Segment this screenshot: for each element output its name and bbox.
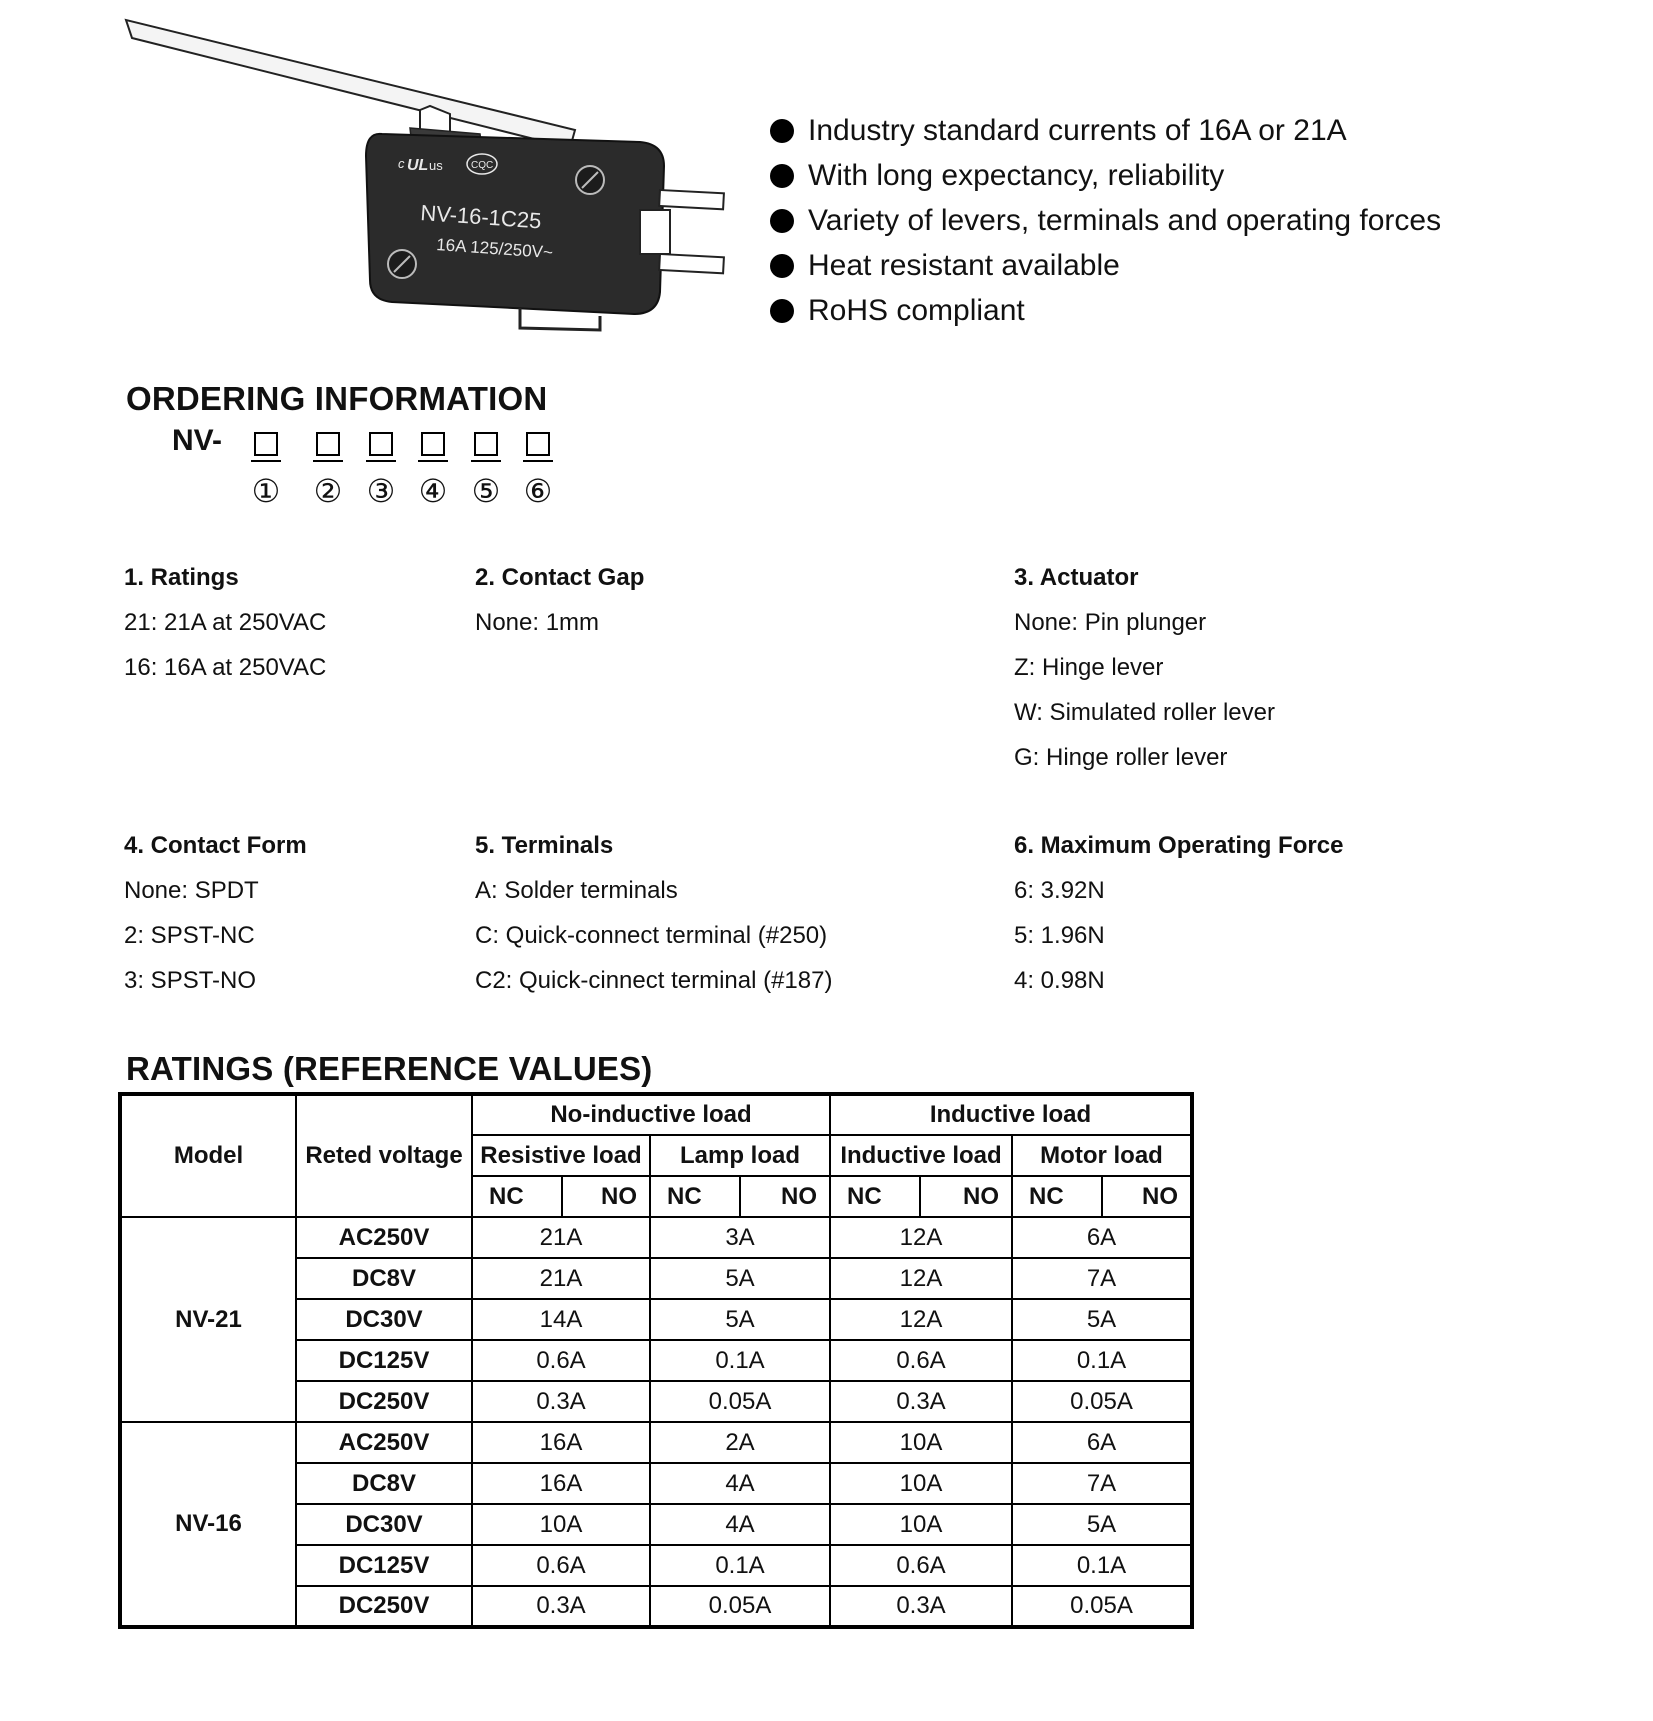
position-number-6: ⑥ [523, 472, 553, 510]
motor-cell: 0.05A [1012, 1381, 1192, 1422]
header-model: Model [120, 1094, 296, 1217]
option-item: None: SPDT [124, 877, 259, 904]
header-nc: NC [830, 1176, 920, 1217]
header-nc: NC [472, 1176, 562, 1217]
feature-text: Heat resistant available [808, 249, 1120, 282]
position-number-4: ④ [418, 472, 448, 510]
option-item: None: 1mm [475, 609, 600, 636]
option-item: Z: Hinge lever [1014, 654, 1164, 681]
resistive-cell: 0.3A [472, 1586, 650, 1627]
cert-mark-c: c [398, 156, 405, 171]
lamp-cell: 0.05A [650, 1381, 830, 1422]
header-motor: Motor load [1012, 1135, 1192, 1176]
resistive-cell: 10A [472, 1504, 650, 1545]
feature-text: With long expectancy, reliability [808, 159, 1225, 192]
header-nc: NC [1012, 1176, 1102, 1217]
inductive-cell: 0.6A [830, 1340, 1012, 1381]
header-no: NO [562, 1176, 650, 1217]
bullet-icon [770, 209, 794, 233]
lamp-cell: 4A [650, 1463, 830, 1504]
header-no: NO [740, 1176, 830, 1217]
header-no: NO [1102, 1176, 1192, 1217]
option-item: G: Hinge roller lever [1014, 744, 1228, 771]
cert-mark-cqc: CQC [471, 160, 494, 171]
bullet-icon [770, 254, 794, 278]
model-marking: NV-16-1C25 [419, 200, 543, 234]
resistive-cell: 0.6A [472, 1340, 650, 1381]
lamp-cell: 0.1A [650, 1340, 830, 1381]
code-box-3 [369, 432, 393, 456]
model-cell: NV-16 [120, 1422, 296, 1627]
micro-switch-illustration [120, 10, 740, 340]
lamp-cell: 3A [650, 1217, 830, 1258]
option-item: C2: Quick-cinnect terminal (#187) [475, 967, 833, 994]
option-item: C: Quick-connect terminal (#250) [475, 922, 828, 949]
resistive-cell: 16A [472, 1422, 650, 1463]
cert-mark-ul: UL [407, 157, 429, 174]
option-item: 21: 21A at 250VAC [124, 609, 327, 636]
option-item: 2: SPST-NC [124, 922, 255, 949]
motor-cell: 5A [1012, 1299, 1192, 1340]
motor-cell: 0.05A [1012, 1586, 1192, 1627]
option-title: 2. Contact Gap [475, 564, 645, 591]
resistive-cell: 21A [472, 1217, 650, 1258]
header-non-inductive: No-inductive load [472, 1094, 830, 1135]
code-box-4 [421, 432, 445, 456]
feature-text: Industry standard currents of 16A or 21A [808, 114, 1347, 147]
code-underline [251, 460, 281, 462]
code-underline [366, 460, 396, 462]
voltage-cell: DC8V [296, 1258, 472, 1299]
voltage-cell: AC250V [296, 1422, 472, 1463]
resistive-cell: 14A [472, 1299, 650, 1340]
option-actuator [1014, 555, 1275, 780]
motor-cell: 5A [1012, 1504, 1192, 1545]
feature-item [770, 243, 1441, 288]
model-cell: NV-21 [120, 1217, 296, 1422]
inductive-cell: 0.3A [830, 1586, 1012, 1627]
lamp-cell: 0.1A [650, 1545, 830, 1586]
header-resistive: Resistive load [472, 1135, 650, 1176]
option-title: 5. Terminals [475, 832, 614, 859]
feature-item [770, 108, 1441, 153]
option-item: 16: 16A at 250VAC [124, 654, 327, 681]
code-prefix: NV- [172, 424, 223, 457]
code-underline [313, 460, 343, 462]
bullet-icon [770, 164, 794, 188]
inductive-cell: 0.6A [830, 1545, 1012, 1586]
option-title: 1. Ratings [124, 564, 239, 591]
ratings-table-body [120, 1217, 1192, 1627]
motor-cell: 7A [1012, 1463, 1192, 1504]
voltage-cell: DC8V [296, 1463, 472, 1504]
code-underline [523, 460, 553, 462]
option-item: 5: 1.96N [1014, 922, 1105, 949]
option-title: 3. Actuator [1014, 564, 1139, 591]
code-box-2 [316, 432, 340, 456]
lamp-cell: 5A [650, 1258, 830, 1299]
option-contact-gap [475, 555, 644, 645]
motor-cell: 0.1A [1012, 1340, 1192, 1381]
motor-cell: 6A [1012, 1422, 1192, 1463]
position-number-2: ② [313, 472, 343, 510]
header-lamp: Lamp load [650, 1135, 830, 1176]
table-row [120, 1422, 1192, 1463]
option-contact-form [124, 823, 307, 1003]
option-item: W: Simulated roller lever [1014, 699, 1275, 726]
table-row [120, 1217, 1192, 1258]
motor-cell: 7A [1012, 1258, 1192, 1299]
option-item: 4: 0.98N [1014, 967, 1105, 994]
option-title: 4. Contact Form [124, 832, 307, 859]
code-underline [418, 460, 448, 462]
resistive-cell: 0.6A [472, 1545, 650, 1586]
lamp-cell: 0.05A [650, 1586, 830, 1627]
ordering-title: ORDERING INFORMATION [126, 380, 548, 417]
option-ratings [124, 555, 326, 690]
feature-item [770, 288, 1441, 333]
header-nc: NC [650, 1176, 740, 1217]
voltage-cell: DC125V [296, 1340, 472, 1381]
inductive-cell: 12A [830, 1258, 1012, 1299]
inductive-cell: 0.3A [830, 1381, 1012, 1422]
code-box-1 [254, 432, 278, 456]
position-number-3: ③ [366, 472, 396, 510]
code-box-6 [526, 432, 550, 456]
option-item: A: Solder terminals [475, 877, 678, 904]
position-number-1: ① [251, 472, 281, 510]
header-voltage: Reted voltage [296, 1094, 472, 1217]
lamp-cell: 2A [650, 1422, 830, 1463]
inductive-cell: 12A [830, 1217, 1012, 1258]
rating-marking: 16A 125/250V~ [435, 235, 554, 263]
resistive-cell: 21A [472, 1258, 650, 1299]
header-inductive-sub: Inductive load [830, 1135, 1012, 1176]
voltage-cell: DC30V [296, 1299, 472, 1340]
voltage-cell: AC250V [296, 1217, 472, 1258]
bullet-icon [770, 119, 794, 143]
resistive-cell: 0.3A [472, 1381, 650, 1422]
motor-cell: 6A [1012, 1217, 1192, 1258]
lamp-cell: 4A [650, 1504, 830, 1545]
cert-mark-us: us [429, 158, 443, 173]
ratings-table [118, 1092, 1194, 1629]
voltage-cell: DC250V [296, 1586, 472, 1627]
feature-text: Variety of levers, terminals and operating forces [808, 204, 1442, 237]
inductive-cell: 10A [830, 1504, 1012, 1545]
voltage-cell: DC250V [296, 1381, 472, 1422]
voltage-cell: DC125V [296, 1545, 472, 1586]
voltage-cell: DC30V [296, 1504, 472, 1545]
motor-cell: 0.1A [1012, 1545, 1192, 1586]
option-item: 6: 3.92N [1014, 877, 1105, 904]
feature-item [770, 198, 1441, 243]
bullet-icon [770, 299, 794, 323]
inductive-cell: 12A [830, 1299, 1012, 1340]
feature-item [770, 153, 1441, 198]
option-item: None: Pin plunger [1014, 609, 1207, 636]
resistive-cell: 16A [472, 1463, 650, 1504]
code-underline [471, 460, 501, 462]
position-number-5: ⑤ [471, 472, 501, 510]
header-inductive: Inductive load [830, 1094, 1192, 1135]
lamp-cell: 5A [650, 1299, 830, 1340]
feature-list [770, 108, 1441, 333]
code-box-5 [474, 432, 498, 456]
inductive-cell: 10A [830, 1422, 1012, 1463]
ratings-title: RATINGS (REFERENCE VALUES) [126, 1050, 653, 1087]
inductive-cell: 10A [830, 1463, 1012, 1504]
option-item: 3: SPST-NO [124, 967, 257, 994]
option-terminals [475, 823, 832, 1003]
header-no: NO [920, 1176, 1012, 1217]
option-operating-force [1014, 823, 1343, 1003]
option-title: 6. Maximum Operating Force [1014, 832, 1344, 859]
feature-text: RoHS compliant [808, 294, 1025, 327]
